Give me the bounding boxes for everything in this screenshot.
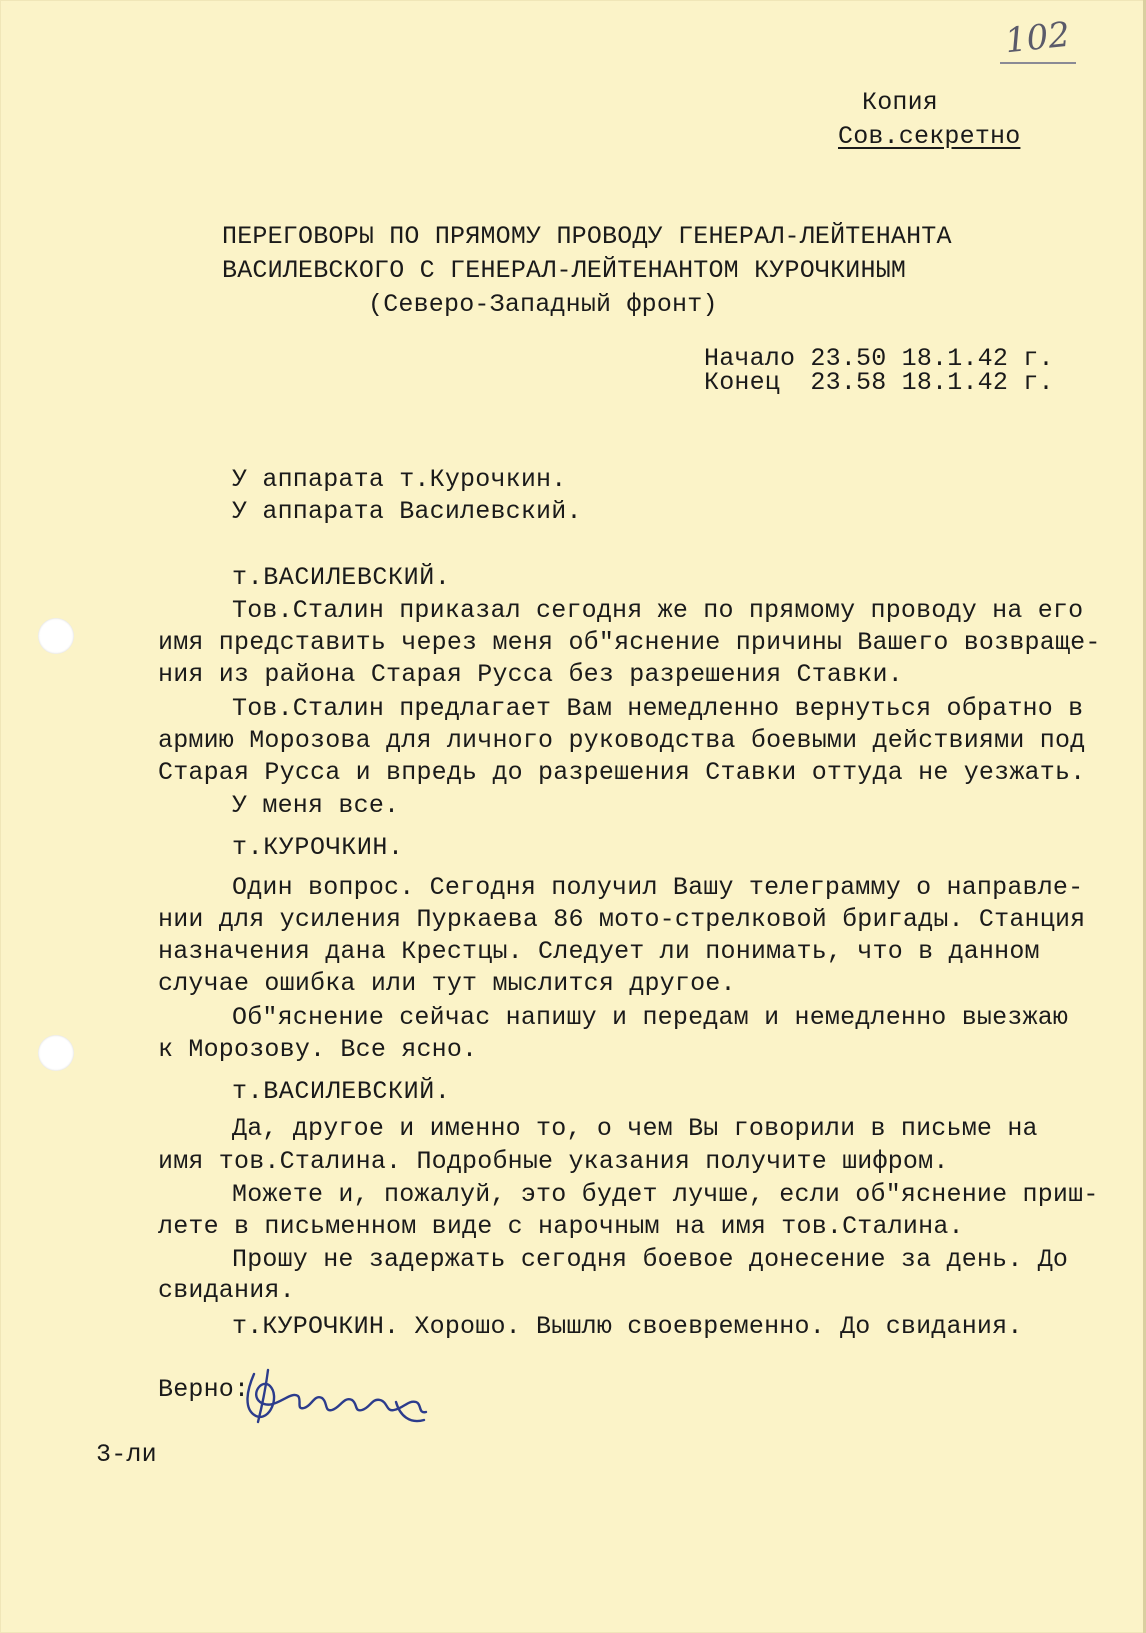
text-line: армию Морозова для личного руководства боевыми действиями под — [158, 726, 1086, 755]
page-number-underline — [1000, 62, 1076, 64]
text-line: Да, другое и именно то, о чем Вы говорили в письме на — [232, 1114, 1038, 1143]
copies-note: 3-ли — [96, 1440, 157, 1469]
copy-label: Копия — [862, 88, 939, 117]
text-line: ния из района Старая Русса без разрешения Ставки. — [158, 660, 903, 689]
text-line: Можете и, пожалуй, это будет лучше, если об"яснение приш- — [232, 1180, 1099, 1209]
text-line: Тов.Сталин приказал сегодня же по прямому проводу на его — [232, 596, 1084, 625]
start-time: Начало 23.50 18.1.42 г. — [704, 344, 1054, 373]
text-line: Прошу не задержать сегодня боевое донесение за день. До — [232, 1245, 1069, 1274]
intro-line-1: У аппарата т.Курочкин. — [232, 465, 567, 494]
text-line: случае ошибка или тут мыслится другое. — [158, 969, 736, 998]
closing-line: т.КУРОЧКИН. Хорошо. Вышлю своевременно. До свидания. — [232, 1312, 1023, 1341]
text-line: нии для усиления Пуркаева 86 мото-стрелковой бригады. Станция — [158, 905, 1086, 934]
text-line: Об"яснение сейчас напишу и передам и немедленно выезжаю — [232, 1003, 1069, 1032]
text-line: имя представить через меня об"яснение причины Вашего возвраще- — [158, 628, 1101, 657]
document-title-line-2: ВАСИЛЕВСКОГО С ГЕНЕРАЛ-ЛЕЙТЕНАНТОМ КУРОЧКИНЫМ — [222, 256, 907, 285]
handwritten-page-number: 102 — [1003, 14, 1072, 62]
classification-stamp: Сов.секретно — [838, 122, 1021, 151]
punch-hole-bottom — [38, 1035, 74, 1071]
text-line: имя тов.Сталина. Подробные указания получите шифром. — [158, 1147, 949, 1176]
document-title-line-1: ПЕРЕГОВОРЫ ПО ПРЯМОМУ ПРОВОДУ ГЕНЕРАЛ-ЛЕЙТЕНАНТА — [222, 222, 952, 251]
text-line: Старая Русса и впредь до разрешения Ставки оттуда не уезжать. — [158, 758, 1086, 787]
text-line: свидания. — [158, 1276, 295, 1305]
text-line: У меня все. — [232, 791, 400, 820]
handwritten-signature — [240, 1366, 440, 1426]
document-subtitle: (Северо-Западный фронт) — [368, 290, 718, 319]
certified-label: Верно: — [158, 1375, 250, 1404]
text-line: назначения дана Крестцы. Следует ли понимать, что в данном — [158, 937, 1040, 966]
intro-line-2: У аппарата Василевский. — [232, 497, 582, 526]
punch-hole-top — [38, 618, 74, 654]
text-line: Тов.Сталин предлагает Вам немедленно вернуться обратно в — [232, 694, 1084, 723]
text-line: к Морозову. Все ясно. — [158, 1035, 478, 1064]
speaker-vasilevsky-1: т.ВАСИЛЕВСКИЙ. — [232, 563, 451, 592]
end-time: Конец 23.58 18.1.42 г. — [704, 368, 1054, 397]
text-line: Один вопрос. Сегодня получил Вашу телеграмму о направле- — [232, 873, 1084, 902]
speaker-kurochkin-1: т.КУРОЧКИН. — [232, 833, 404, 862]
speaker-vasilevsky-2: т.ВАСИЛЕВСКИЙ. — [232, 1077, 451, 1106]
text-line: лете в письменном виде с нарочным на имя тов.Сталина. — [158, 1212, 964, 1241]
